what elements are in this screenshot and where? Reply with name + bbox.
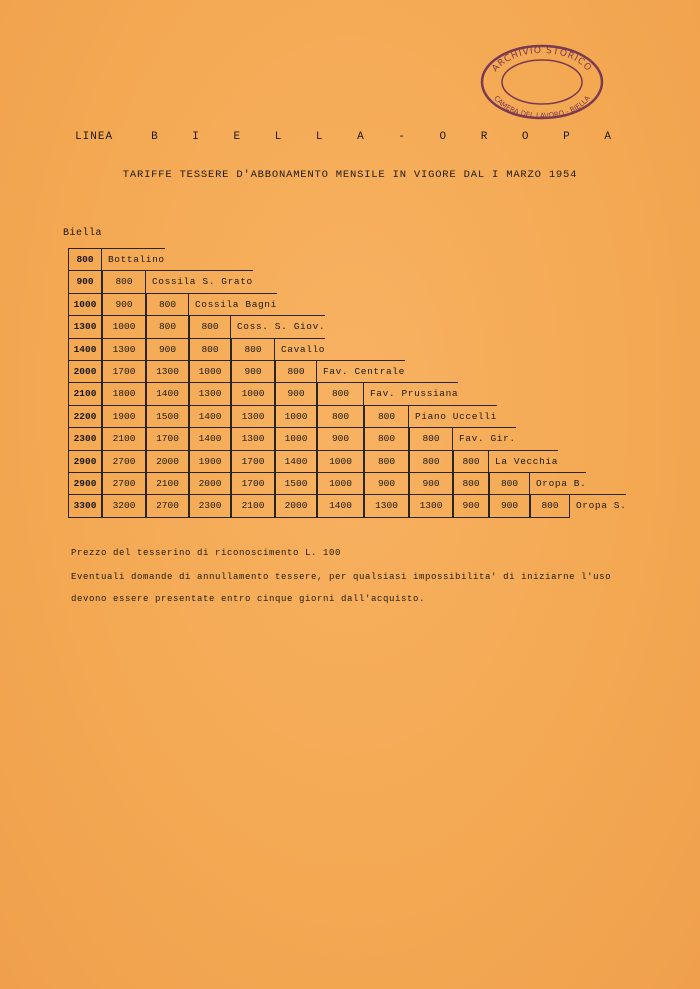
fare-cell: 900 xyxy=(364,472,409,495)
tariff-subtitle: TARIFFE TESSERE D'ABBONAMENTO MENSILE IN VIGORE DAL I MARZO 1954 xyxy=(122,169,578,181)
fare-cell: 1300 xyxy=(364,494,409,517)
fare-cell: 800 xyxy=(68,248,102,271)
fare-cell: 1300 xyxy=(189,382,231,405)
fare-cell: 900 xyxy=(409,472,453,495)
stop-label: Piano Uccelli xyxy=(409,405,497,428)
fare-cell: 1000 xyxy=(275,405,317,428)
fare-cell: 800 xyxy=(146,293,189,316)
fare-cell: 1000 xyxy=(317,472,364,495)
stop-label: Bottalino xyxy=(102,248,165,271)
fare-cell: 2300 xyxy=(68,427,102,450)
fare-cell: 2700 xyxy=(102,450,146,473)
fare-cell: 800 xyxy=(364,450,409,473)
stamp-top-text: ARCHIVIO STORICO xyxy=(490,45,594,74)
fare-cell: 1300 xyxy=(231,427,275,450)
fare-cell: 1400 xyxy=(146,382,189,405)
fare-cell: 2700 xyxy=(146,494,189,517)
fare-cell: 800 xyxy=(364,405,409,428)
fare-cell: 900 xyxy=(102,293,146,316)
fare-cell: 900 xyxy=(489,494,530,517)
fare-cell: 3300 xyxy=(68,494,102,517)
fare-cell: 800 xyxy=(146,315,189,338)
origin-stop: Biella xyxy=(63,228,103,239)
fare-cell: 1000 xyxy=(317,450,364,473)
fare-cell: 1000 xyxy=(275,427,317,450)
fare-cell: 2900 xyxy=(68,450,102,473)
fare-cell: 2000 xyxy=(68,360,102,383)
fare-cell: 800 xyxy=(364,427,409,450)
fare-cell: 800 xyxy=(189,315,231,338)
fare-cell: 1300 xyxy=(146,360,189,383)
fare-cell: 2100 xyxy=(102,427,146,450)
fare-cell: 800 xyxy=(317,382,364,405)
fare-cell: 2000 xyxy=(146,450,189,473)
fare-cell: 900 xyxy=(275,382,317,405)
fare-cell: 2700 xyxy=(102,472,146,495)
fare-table xyxy=(68,248,627,518)
fare-cell: 1000 xyxy=(189,360,231,383)
fare-cell: 1300 xyxy=(68,315,102,338)
fare-cell: 1000 xyxy=(102,315,146,338)
fare-cell: 1800 xyxy=(102,382,146,405)
line-label: LINEA xyxy=(75,131,114,143)
stop-label: Oropa B. xyxy=(530,472,586,495)
fare-cell: 800 xyxy=(453,472,489,495)
stop-label: Cossila S. Grato xyxy=(146,270,253,293)
fare-cell: 2000 xyxy=(189,472,231,495)
fare-cell: 900 xyxy=(68,270,102,293)
fare-cell: 1700 xyxy=(102,360,146,383)
fare-cell: 1400 xyxy=(189,405,231,428)
stop-label: Fav. Prussiana xyxy=(364,382,458,405)
fare-cell: 800 xyxy=(489,472,530,495)
fare-cell: 1000 xyxy=(231,382,275,405)
fare-cell: 1500 xyxy=(275,472,317,495)
fare-cell: 2200 xyxy=(68,405,102,428)
fare-cell: 800 xyxy=(102,270,146,293)
fare-cell: 3200 xyxy=(102,494,146,517)
fare-cell: 1400 xyxy=(189,427,231,450)
fare-cell: 800 xyxy=(409,427,453,450)
fare-cell: 1700 xyxy=(231,450,275,473)
stop-label: Cavallo xyxy=(275,338,325,361)
fare-cell: 1900 xyxy=(102,405,146,428)
fare-cell: 900 xyxy=(231,360,275,383)
svg-text:CAMERA DEL LAVORO - BIELLA xyxy=(492,94,592,120)
stop-label: Cossila Bagni xyxy=(189,293,277,316)
fare-cell: 2000 xyxy=(275,494,317,517)
fare-cell: 800 xyxy=(231,338,275,361)
note-deadline: devono essere presentate entro cinque giorni dall'acquisto. xyxy=(71,594,426,604)
stop-label: Coss. S. Giov. xyxy=(231,315,325,338)
fare-cell: 800 xyxy=(409,450,453,473)
fare-cell: 900 xyxy=(146,338,189,361)
archive-stamp xyxy=(478,42,606,122)
fare-cell: 2100 xyxy=(68,382,102,405)
fare-cell: 900 xyxy=(317,427,364,450)
fare-cell: 1700 xyxy=(231,472,275,495)
fare-cell: 1300 xyxy=(409,494,453,517)
line-heading xyxy=(0,131,700,143)
fare-cell: 1400 xyxy=(275,450,317,473)
stamp-bottom-text: CAMERA DEL LAVORO - BIELLA xyxy=(492,94,592,121)
route-name: B I E L L A - O R O P A xyxy=(151,131,625,143)
note-cancellation: Eventuali domande di annullamento tessere, per qualsiasi impossibilita' di iniziarne l'uso xyxy=(71,572,612,582)
fare-cell: 1300 xyxy=(231,405,275,428)
fare-cell: 1000 xyxy=(68,293,102,316)
fare-cell: 800 xyxy=(189,338,231,361)
fare-cell: 1400 xyxy=(317,494,364,517)
fare-cell: 1300 xyxy=(102,338,146,361)
fare-cell: 800 xyxy=(275,360,317,383)
stop-label: Fav. Gir. xyxy=(453,427,516,450)
fare-cell: 2300 xyxy=(189,494,231,517)
fare-cell: 2900 xyxy=(68,472,102,495)
note-id-card-price: Prezzo del tesserino di riconoscimento L. 100 xyxy=(71,548,342,558)
stop-label: La Vecchia xyxy=(489,450,558,473)
fare-cell: 2100 xyxy=(146,472,189,495)
fare-cell: 2100 xyxy=(231,494,275,517)
fare-cell: 1500 xyxy=(146,405,189,428)
fare-cell: 800 xyxy=(317,405,364,428)
stop-label: Oropa S. xyxy=(570,494,626,517)
fare-cell: 1700 xyxy=(146,427,189,450)
fare-cell: 800 xyxy=(530,494,570,517)
fare-cell: 1400 xyxy=(68,338,102,361)
stop-label: Fav. Centrale xyxy=(317,360,405,383)
fare-cell: 800 xyxy=(453,450,489,473)
fare-cell: 900 xyxy=(453,494,489,517)
fare-cell: 1900 xyxy=(189,450,231,473)
